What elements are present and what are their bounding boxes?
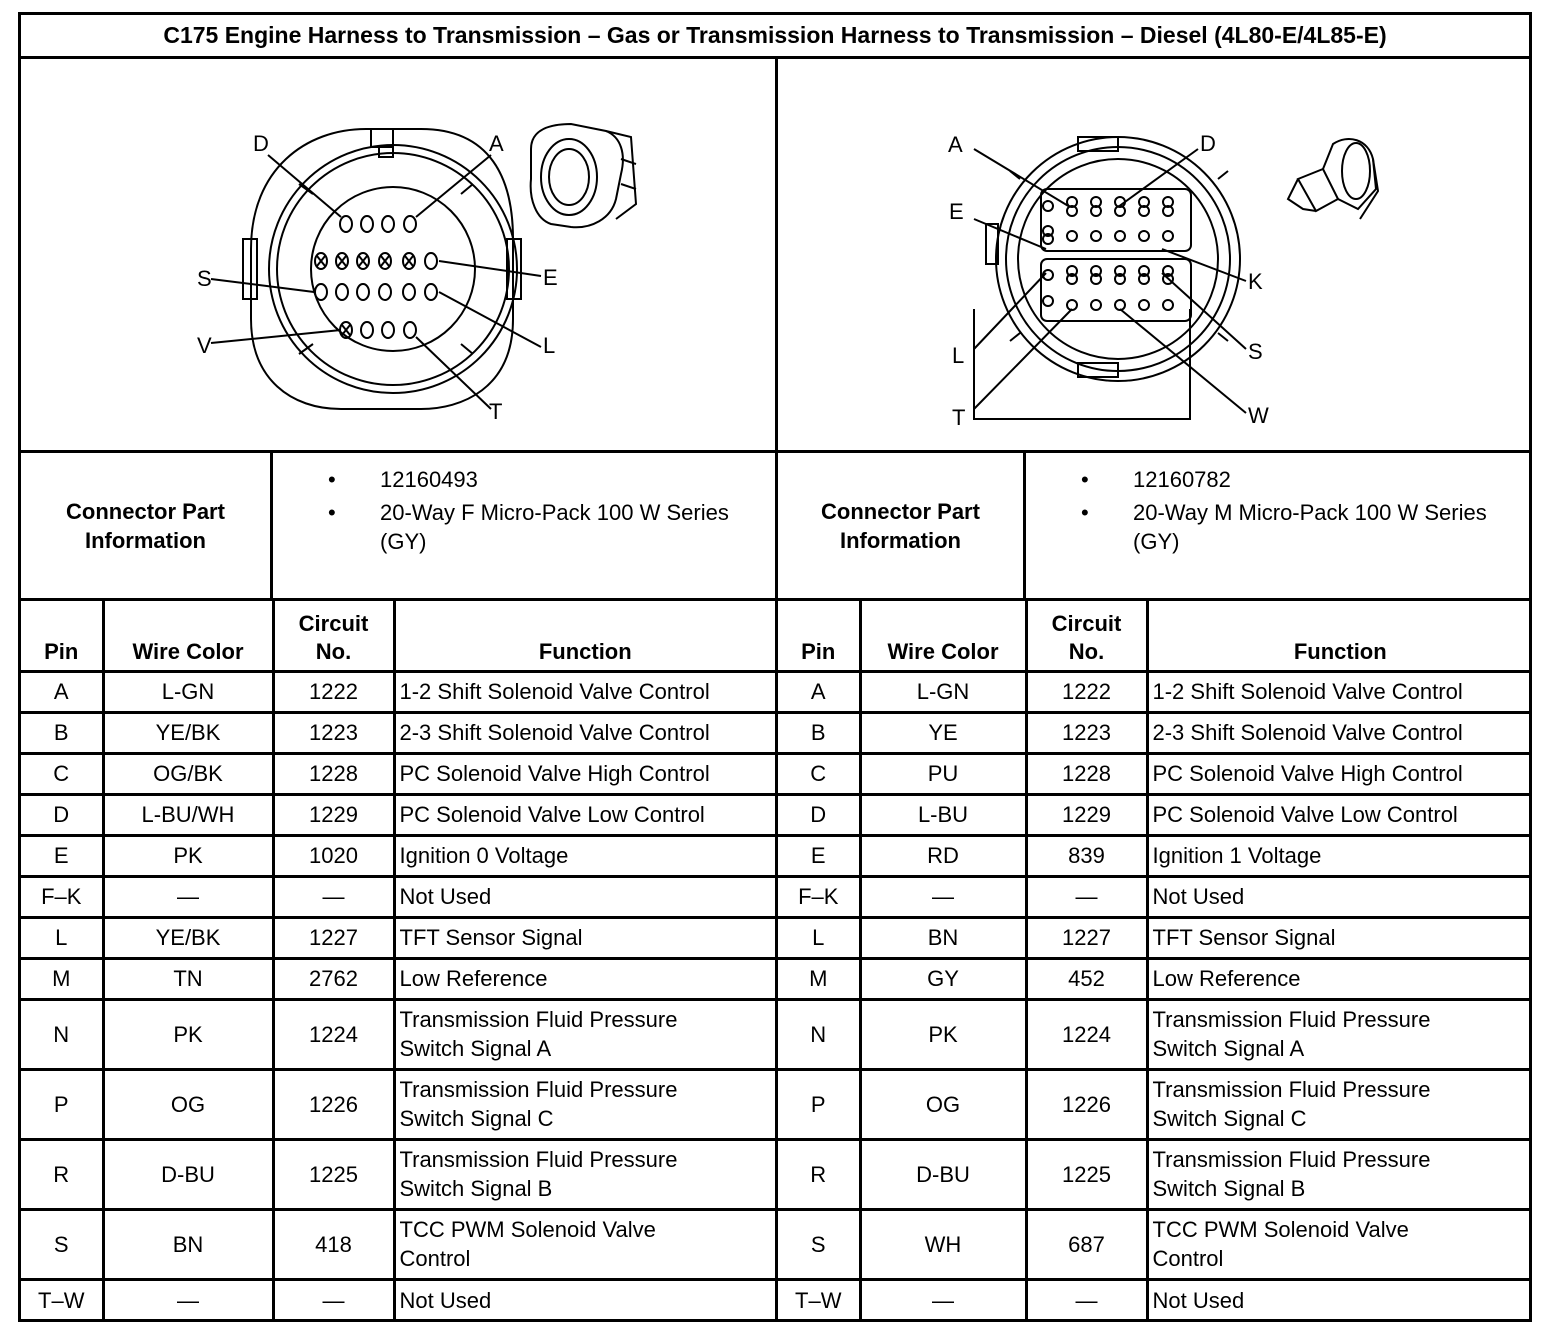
table-row — [778, 1069, 1532, 1139]
left-info-list — [273, 453, 778, 598]
wire-color-cell: OG — [103, 1069, 273, 1139]
circuit-cell: 418 — [273, 1209, 394, 1279]
table-row — [21, 917, 777, 958]
wire-color-cell: D-BU — [860, 1139, 1026, 1209]
function-cell: Not Used — [394, 876, 777, 917]
table-row — [21, 1279, 777, 1320]
function-cell: PC Solenoid Valve High Control — [394, 753, 777, 794]
left-part-description: • 20-Way F Micro-Pack 100 W Series (GY) — [328, 498, 775, 556]
pin-cell: T–W — [778, 1279, 860, 1320]
function-cell: Transmission Fluid Pressure Switch Signal B — [1147, 1139, 1532, 1209]
col-function: Function — [1147, 601, 1532, 671]
table-row — [21, 1139, 777, 1209]
pin-cell: F–K — [21, 876, 103, 917]
function-cell: Not Used — [1147, 876, 1532, 917]
pin-cell: S — [778, 1209, 860, 1279]
wire-color-cell: RD — [860, 835, 1026, 876]
circuit-cell: 1229 — [1026, 794, 1147, 835]
pin-cell: B — [21, 712, 103, 753]
function-cell: Low Reference — [394, 958, 777, 999]
pin-cell: N — [21, 999, 103, 1069]
wire-color-cell: YE/BK — [103, 712, 273, 753]
col-circuit: Circuit No. — [273, 601, 394, 671]
pin-cell: M — [21, 958, 103, 999]
table-row — [778, 794, 1532, 835]
circuit-cell: 1020 — [273, 835, 394, 876]
wire-color-cell: — — [103, 1279, 273, 1320]
pin-cell: P — [21, 1069, 103, 1139]
circuit-cell: 839 — [1026, 835, 1147, 876]
table-row — [21, 794, 777, 835]
function-cell: Transmission Fluid Pressure Switch Signal B — [394, 1139, 777, 1209]
wire-color-cell: — — [860, 1279, 1026, 1320]
pin-cell: D — [778, 794, 860, 835]
page-title: C175 Engine Harness to Transmission – Gas or Transmission Harness to Transmission – Diesel (4L80-E/4L85-E) — [21, 15, 1529, 59]
label-V: V — [197, 333, 212, 358]
table-row — [778, 999, 1532, 1069]
pin-cell: D — [21, 794, 103, 835]
table-row — [778, 671, 1532, 712]
male-connector-face-drawing — [778, 59, 1532, 450]
wire-color-cell: OG — [860, 1069, 1026, 1139]
circuit-cell: 1224 — [1026, 999, 1147, 1069]
right-info-heading: Connector Part Information — [778, 453, 1026, 598]
circuit-cell: 1229 — [273, 794, 394, 835]
label-W: W — [1248, 403, 1269, 428]
circuit-cell: 1222 — [1026, 671, 1147, 712]
label-A: A — [489, 131, 504, 156]
table-row — [21, 1209, 777, 1279]
table-row — [21, 671, 777, 712]
right-table-body — [778, 671, 1532, 1320]
table-row — [21, 712, 777, 753]
pin-cell: M — [778, 958, 860, 999]
wire-color-cell: PU — [860, 753, 1026, 794]
wire-color-cell: TN — [103, 958, 273, 999]
pin-cell: C — [778, 753, 860, 794]
wire-color-cell: PK — [103, 999, 273, 1069]
function-cell: PC Solenoid Valve High Control — [1147, 753, 1532, 794]
wire-color-cell: L-BU/WH — [103, 794, 273, 835]
right-pinout-table — [778, 601, 1532, 1320]
function-cell: Transmission Fluid Pressure Switch Signal A — [394, 999, 777, 1069]
pin-cell: P — [778, 1069, 860, 1139]
circuit-cell: 1224 — [273, 999, 394, 1069]
table-row — [21, 835, 777, 876]
label-L: L — [543, 333, 556, 358]
function-cell: TCC PWM Solenoid Valve Control — [1147, 1209, 1532, 1279]
circuit-cell: 1226 — [273, 1069, 394, 1139]
function-cell: TFT Sensor Signal — [394, 917, 777, 958]
col-pin: Pin — [778, 601, 860, 671]
left-pinout-table — [21, 601, 778, 1320]
table-row — [21, 958, 777, 999]
function-cell: Not Used — [1147, 1279, 1532, 1320]
label-A: A — [948, 132, 963, 157]
left-connector-diagram — [21, 59, 778, 450]
label-E: E — [949, 199, 964, 224]
left-info-heading: Connector Part Information — [21, 453, 273, 598]
col-wire-color: Wire Color — [860, 601, 1026, 671]
table-row — [778, 712, 1532, 753]
pin-cell: N — [778, 999, 860, 1069]
function-cell: PC Solenoid Valve Low Control — [394, 794, 777, 835]
right-info-list — [1026, 453, 1532, 598]
circuit-cell: 687 — [1026, 1209, 1147, 1279]
wire-color-cell: GY — [860, 958, 1026, 999]
pin-cell: F–K — [778, 876, 860, 917]
label-D: D — [1200, 131, 1216, 156]
left-table-body — [21, 671, 777, 1320]
label-D: D — [253, 131, 269, 156]
function-cell: Ignition 1 Voltage — [1147, 835, 1532, 876]
pin-cell: A — [21, 671, 103, 712]
table-row — [778, 917, 1532, 958]
pin-cell: L — [21, 917, 103, 958]
pin-cell: B — [778, 712, 860, 753]
function-cell: 2-3 Shift Solenoid Valve Control — [394, 712, 777, 753]
connector-sheet — [18, 12, 1532, 1322]
wire-color-cell: PK — [860, 999, 1026, 1069]
circuit-cell: 1223 — [273, 712, 394, 753]
wire-color-cell: L-BU — [860, 794, 1026, 835]
wire-color-cell: D-BU — [103, 1139, 273, 1209]
pin-cell: E — [21, 835, 103, 876]
circuit-cell: 1227 — [273, 917, 394, 958]
circuit-cell: — — [1026, 876, 1147, 917]
pin-cell: T–W — [21, 1279, 103, 1320]
wire-color-cell: BN — [860, 917, 1026, 958]
connector-info-row — [21, 453, 1529, 601]
function-cell: TCC PWM Solenoid Valve Control — [394, 1209, 777, 1279]
pin-cell: R — [21, 1139, 103, 1209]
function-cell: Transmission Fluid Pressure Switch Signal A — [1147, 999, 1532, 1069]
label-T: T — [952, 405, 966, 430]
col-pin: Pin — [21, 601, 103, 671]
table-row — [778, 835, 1532, 876]
circuit-cell: — — [273, 1279, 394, 1320]
function-cell: 1-2 Shift Solenoid Valve Control — [394, 671, 777, 712]
function-cell: 2-3 Shift Solenoid Valve Control — [1147, 712, 1532, 753]
circuit-cell: 2762 — [273, 958, 394, 999]
table-row — [778, 753, 1532, 794]
pin-cell: A — [778, 671, 860, 712]
table-row — [21, 876, 777, 917]
wire-color-cell: — — [860, 876, 1026, 917]
col-circuit: Circuit No. — [1026, 601, 1147, 671]
wire-color-cell: PK — [103, 835, 273, 876]
right-connector-diagram — [778, 59, 1532, 450]
circuit-cell: — — [273, 876, 394, 917]
pin-cell: L — [778, 917, 860, 958]
wire-color-cell: YE/BK — [103, 917, 273, 958]
table-row — [778, 1139, 1532, 1209]
wire-color-cell: BN — [103, 1209, 273, 1279]
col-function: Function — [394, 601, 777, 671]
table-row — [778, 876, 1532, 917]
circuit-cell: 1228 — [273, 753, 394, 794]
wire-color-cell: L-GN — [103, 671, 273, 712]
table-row — [21, 999, 777, 1069]
function-cell: Not Used — [394, 1279, 777, 1320]
circuit-cell: 1226 — [1026, 1069, 1147, 1139]
circuit-cell: 452 — [1026, 958, 1147, 999]
table-row — [778, 1209, 1532, 1279]
pin-cell: C — [21, 753, 103, 794]
right-part-number: • 12160782 — [1081, 465, 1532, 494]
wire-color-cell: YE — [860, 712, 1026, 753]
pin-cell: R — [778, 1139, 860, 1209]
wire-color-cell: L-GN — [860, 671, 1026, 712]
right-part-description: • 20-Way M Micro-Pack 100 W Series (GY) — [1081, 498, 1532, 556]
circuit-cell: 1225 — [273, 1139, 394, 1209]
table-row — [778, 958, 1532, 999]
function-cell: Transmission Fluid Pressure Switch Signal C — [394, 1069, 777, 1139]
label-K: K — [1248, 269, 1263, 294]
circuit-cell: 1223 — [1026, 712, 1147, 753]
wire-color-cell: — — [103, 876, 273, 917]
circuit-cell: 1228 — [1026, 753, 1147, 794]
circuit-cell: 1227 — [1026, 917, 1147, 958]
label-S: S — [197, 266, 212, 291]
circuit-cell: 1222 — [273, 671, 394, 712]
diagram-row — [21, 59, 1529, 453]
label-L: L — [952, 343, 965, 368]
function-cell: PC Solenoid Valve Low Control — [1147, 794, 1532, 835]
wire-color-cell: WH — [860, 1209, 1026, 1279]
female-connector-face-drawing — [21, 59, 775, 450]
wire-color-cell: OG/BK — [103, 753, 273, 794]
label-S: S — [1248, 339, 1263, 364]
table-row — [778, 1279, 1532, 1320]
function-cell: TFT Sensor Signal — [1147, 917, 1532, 958]
pin-cell: E — [778, 835, 860, 876]
table-row — [21, 753, 777, 794]
pinout-tables — [21, 601, 1529, 1322]
label-E: E — [543, 265, 558, 290]
function-cell: 1-2 Shift Solenoid Valve Control — [1147, 671, 1532, 712]
pin-cell: S — [21, 1209, 103, 1279]
function-cell: Ignition 0 Voltage — [394, 835, 777, 876]
function-cell: Low Reference — [1147, 958, 1532, 999]
left-part-number: • 12160493 — [328, 465, 775, 494]
circuit-cell: 1225 — [1026, 1139, 1147, 1209]
function-cell: Transmission Fluid Pressure Switch Signal C — [1147, 1069, 1532, 1139]
table-row — [21, 1069, 777, 1139]
col-wire-color: Wire Color — [103, 601, 273, 671]
label-T: T — [489, 399, 503, 424]
circuit-cell: — — [1026, 1279, 1147, 1320]
